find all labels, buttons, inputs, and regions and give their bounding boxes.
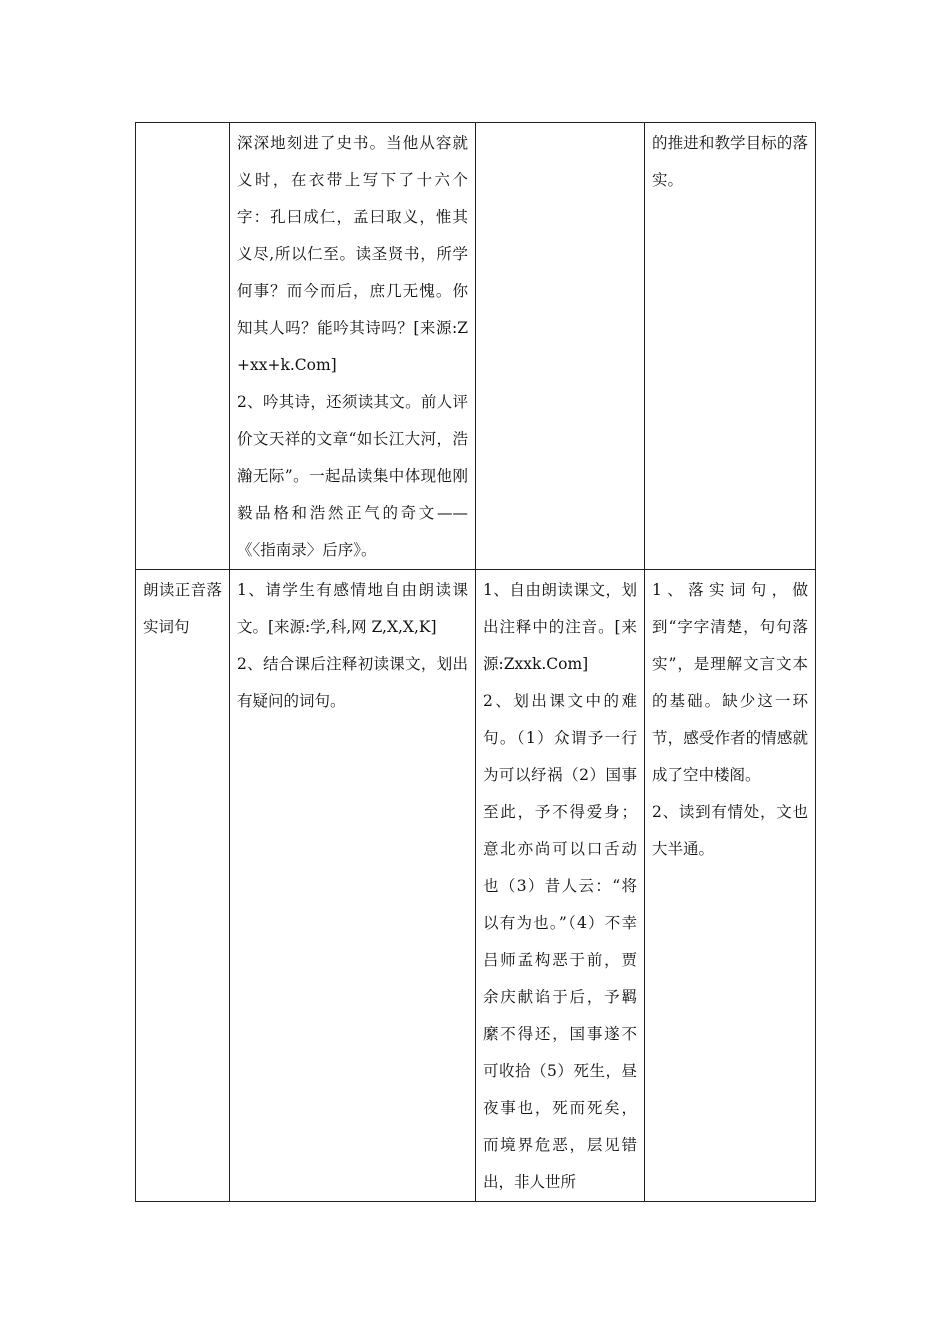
intent-paragraph: 2、读到有情处，文也大半通。 [652, 803, 808, 858]
table-row [136, 123, 816, 570]
teacher-paragraph: 深深地刻进了史书。当他从容就义时，在衣带上写下了十六个字：孔曰成仁，孟曰取义，惟其义尽,所以仁至。读圣贤书，所学何事？而今而后，庶几无愧。你知其人吗？能吟其诗吗？[来源:Z+xx+k.Com] [237, 134, 468, 374]
stage-label: 朗读正音落实词句 [143, 581, 222, 636]
student-paragraph: 2、划出课文中的难句。（1）众谓予一行为可以纾祸（2）国事至此，予不得爱身；意北亦尚可以口舌动也（3）昔人云：“将以有为也。”（4）不幸吕师孟构恶于前，贾余庆献谄于后，予羁縻不得还，国事遂不可收拾（5）死生，昼夜事也，死而死矣，而境界危恶，层见错出，非人世所 [483, 692, 637, 1191]
teacher-paragraph: 2、吟其诗，还须读其文。前人评价文天祥的文章“如长江大河，浩瀚无际”。一起品读集中体现他刚毅品格和浩然正气的奇文——《〈指南录〉后序》。 [237, 393, 468, 559]
stage-cell [136, 570, 230, 1202]
intent-paragraph: 1、落实词句，做到“字字清楚，句句落实”，是理解文言文本的基础。缺少这一环节，感受作者的情感就成了空中楼阁。 [652, 581, 808, 784]
teacher-paragraph: 2、结合课后注释初读课文，划出有疑问的词句。 [237, 655, 468, 710]
student-paragraph: 1、自由朗读课文，划出注释中的注音。[来源:Zxxk.Com] [483, 581, 637, 673]
student-activity-cell [476, 570, 645, 1202]
design-intent-cell [645, 123, 816, 570]
teacher-activity-cell [230, 123, 476, 570]
stage-cell [136, 123, 230, 570]
table-row [136, 570, 816, 1202]
student-activity-cell [476, 123, 645, 570]
intent-paragraph: 的推进和教学目标的落实。 [652, 134, 808, 189]
lesson-plan-table [135, 122, 816, 1202]
teacher-activity-cell [230, 570, 476, 1202]
teacher-paragraph: 1、请学生有感情地自由朗读课文。[来源:学,科,网 Z,X,X,K] [237, 581, 468, 636]
design-intent-cell [645, 570, 816, 1202]
